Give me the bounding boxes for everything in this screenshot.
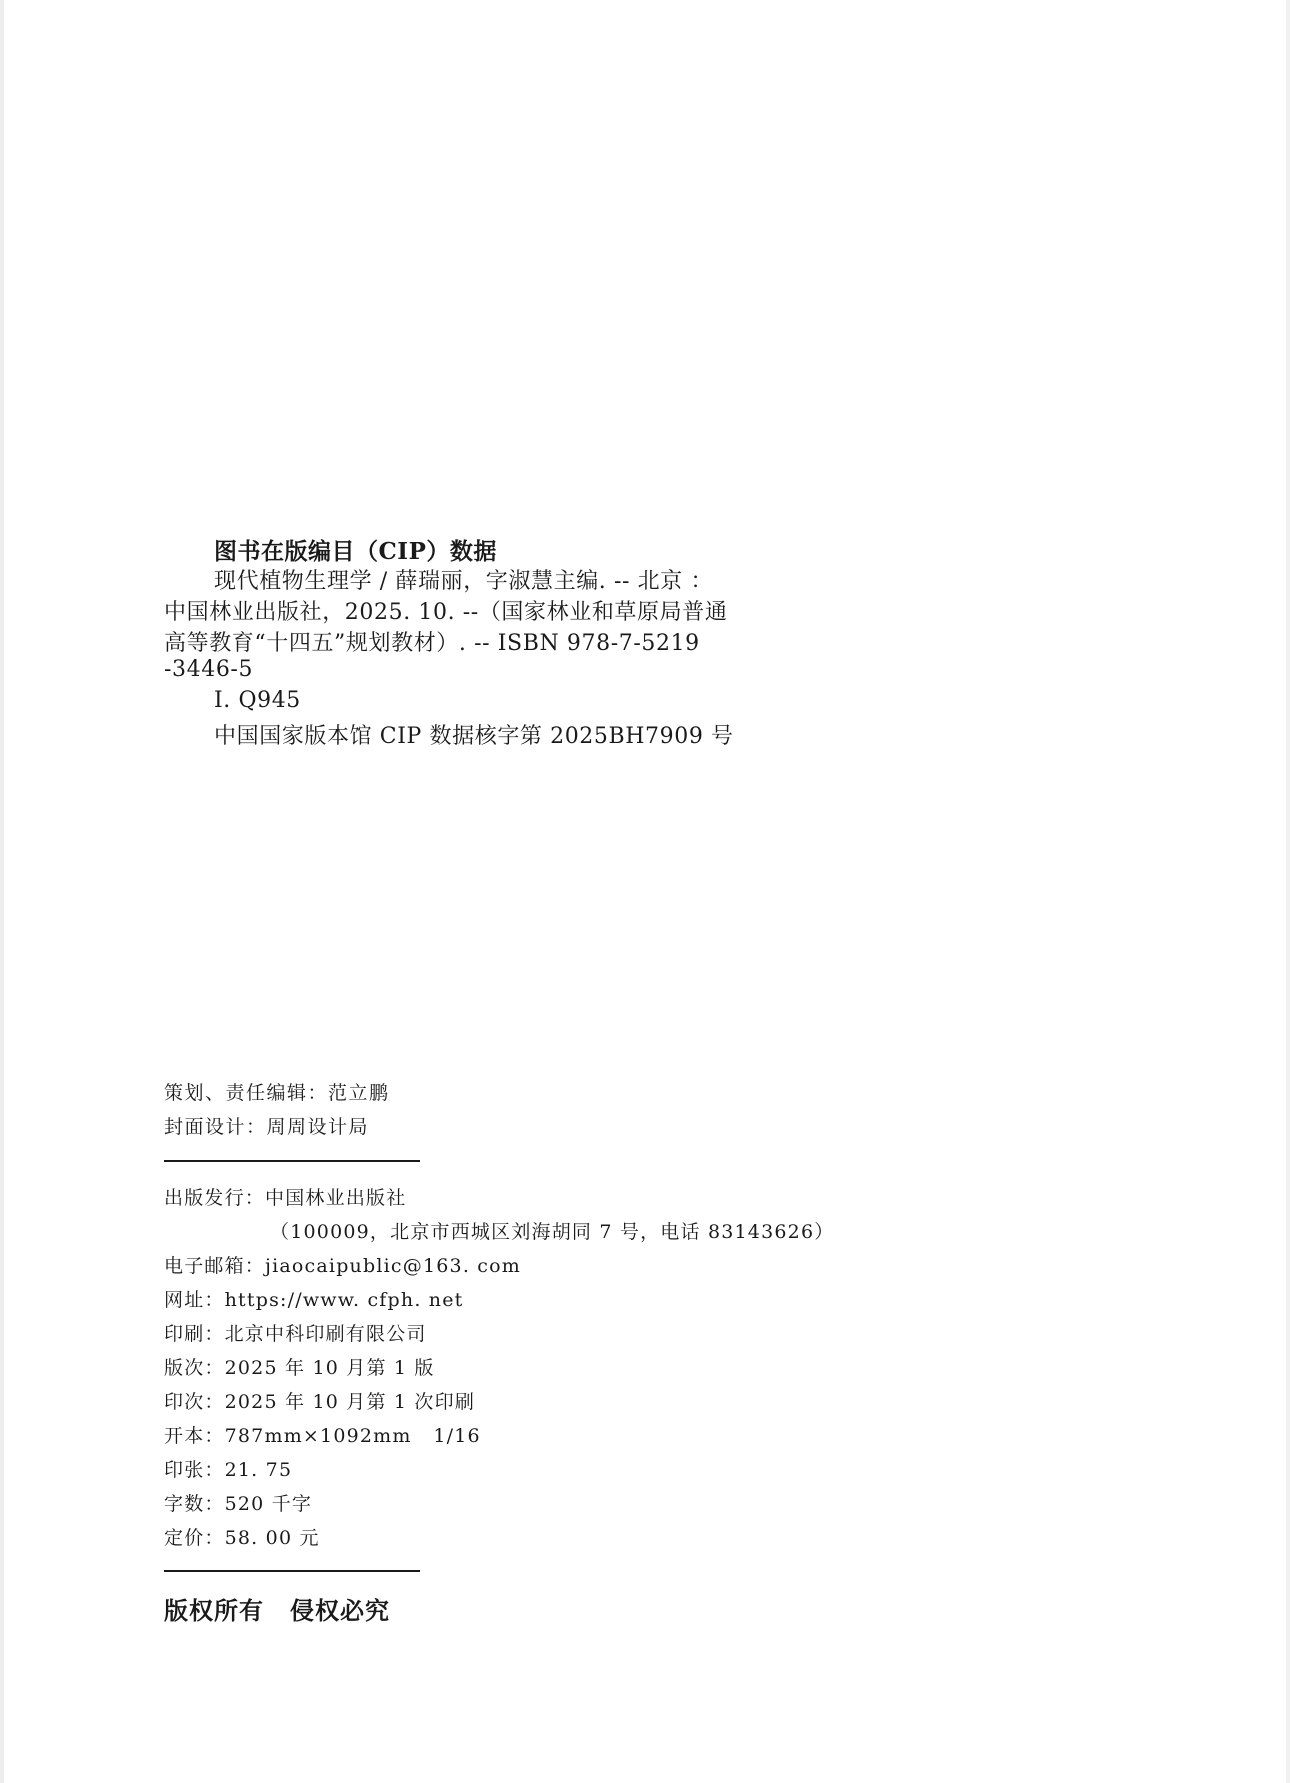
cip-line: 中国林业出版社，2025. 10. --（国家林业和草原局普通 bbox=[164, 600, 728, 625]
cover-design-value: 周周设计局 bbox=[266, 1116, 370, 1138]
publisher-value: 中国林业出版社 bbox=[265, 1187, 407, 1209]
sheets-row bbox=[164, 1455, 292, 1482]
printing-value: 2025 年 10 月第 1 次印刷 bbox=[224, 1391, 476, 1413]
publisher-address: （100009，北京市西城区刘海胡同 7 号，电话 83143626） bbox=[270, 1221, 835, 1243]
cip-classification: Ⅰ. Q945 bbox=[214, 688, 301, 713]
printing-label: 印次： bbox=[164, 1391, 225, 1413]
word-count-label: 字数： bbox=[164, 1493, 225, 1515]
edition-value: 2025 年 10 月第 1 版 bbox=[224, 1357, 435, 1379]
format-value: 787mm×1092mm 1/16 bbox=[224, 1425, 481, 1447]
publisher-row bbox=[164, 1183, 406, 1210]
divider bbox=[164, 1160, 420, 1162]
edition-row bbox=[164, 1353, 435, 1380]
page-right-edge bbox=[1286, 0, 1290, 1783]
printer-label: 印刷： bbox=[164, 1323, 225, 1345]
editor-value: 范立鹏 bbox=[328, 1082, 390, 1104]
cover-design-label: 封面设计： bbox=[164, 1116, 267, 1138]
cip-line: -3446-5 bbox=[164, 657, 254, 682]
copyright-left: 版权所有 bbox=[164, 1597, 264, 1625]
word-count-value: 520 千字 bbox=[224, 1493, 313, 1515]
price-row bbox=[164, 1523, 320, 1550]
sheets-label: 印张： bbox=[164, 1459, 225, 1481]
copyright-right: 侵权必究 bbox=[290, 1597, 390, 1625]
cip-line: 高等教育“十四五”规划教材）. -- ISBN 978-7-5219 bbox=[164, 631, 700, 656]
printer-value: 北京中科印刷有限公司 bbox=[224, 1323, 427, 1345]
edition-label: 版次： bbox=[164, 1357, 225, 1379]
publisher-label: 出版发行： bbox=[164, 1187, 266, 1209]
email-label: 电子邮箱： bbox=[164, 1255, 266, 1277]
page-left-edge bbox=[0, 0, 4, 1783]
editor-row bbox=[164, 1078, 390, 1105]
price-label: 定价： bbox=[164, 1527, 225, 1549]
format-row bbox=[164, 1421, 481, 1448]
price-value: 58. 00 元 bbox=[224, 1527, 320, 1549]
website-row bbox=[164, 1285, 464, 1312]
printing-row bbox=[164, 1387, 475, 1414]
website-label: 网址： bbox=[164, 1289, 225, 1311]
word-count-row bbox=[164, 1489, 312, 1516]
copyright-notice bbox=[164, 1591, 390, 1626]
divider bbox=[164, 1570, 420, 1572]
cover-design-row bbox=[164, 1112, 369, 1139]
cip-title: 图书在版编目（CIP）数据 bbox=[214, 538, 497, 565]
editor-label: 策划、责任编辑： bbox=[164, 1082, 329, 1104]
website-value: https://www. cfph. net bbox=[224, 1289, 464, 1311]
email-value: jiaocaipublic@163. com bbox=[265, 1255, 521, 1277]
email-row bbox=[164, 1251, 521, 1278]
sheets-value: 21. 75 bbox=[224, 1459, 293, 1481]
cip-line: 现代植物生理学 / 薛瑞丽，字淑慧主编. -- 北京 ： bbox=[214, 569, 714, 594]
printer-row bbox=[164, 1319, 427, 1346]
cip-record-number: 中国国家版本馆 CIP 数据核字第 2025BH7909 号 bbox=[214, 724, 734, 749]
format-label: 开本： bbox=[164, 1425, 225, 1447]
